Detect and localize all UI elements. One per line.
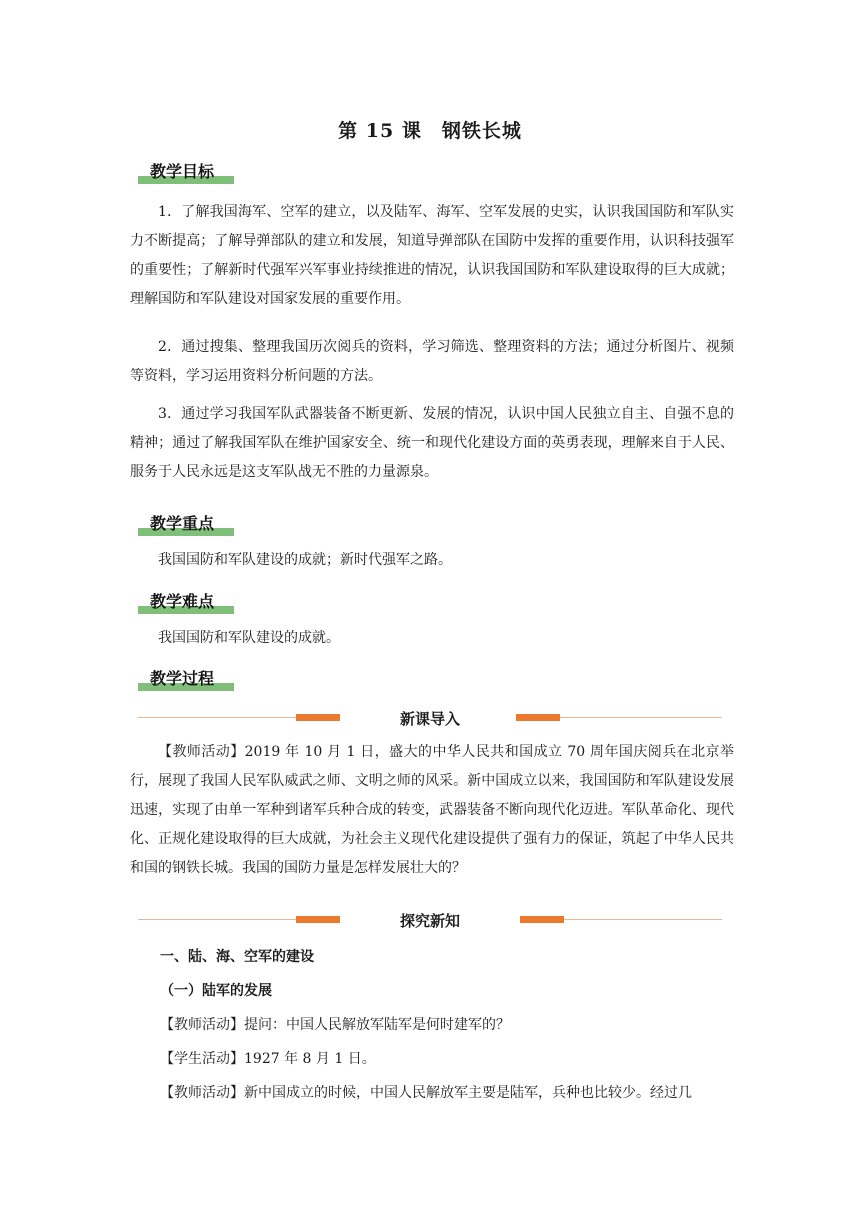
section-label: 教学目标 <box>150 162 215 181</box>
teacher-question: 【教师活动】提问：中国人民解放军陆军是何时建军的？ <box>160 1017 510 1033</box>
difficulties-text: 我国国防和军队建设的成就。 <box>158 630 340 646</box>
intro-paragraph: 【教师活动】2019 年 10 月 1 日，盛大的中华人民共和国成立 70 周年国庆阅兵在北京举行，展现了我国人民军队威武之师、文明之师的风采。新中国成立以来，我国国防和军队建设发展迅速，实现了由单一军种到诸军兵种合成的转变，武器装备不断向现代化迈进。军队革命化、现代化、正规化建设取得的巨大成就，为社会主义现代化建设提供了强有力的保证，筑起了中华人民共和国的钢铁长城。我国的国防力量是怎样发展壮大的？ <box>130 744 734 876</box>
divider-heading: 探究新知 <box>399 912 460 930</box>
section-heading-key-points <box>138 510 234 536</box>
section-heading-goals <box>138 158 234 184</box>
section-label: 教学重点 <box>150 514 215 533</box>
teacher-activity: 【教师活动】新中国成立的时候，中国人民解放军主要是陆军，兵种也比较少。经过几 <box>160 1085 692 1101</box>
divider-accent-right <box>516 714 560 721</box>
divider-line-right <box>560 717 722 718</box>
divider-heading: 新课导入 <box>399 710 460 728</box>
divider-explore <box>138 910 722 930</box>
section-heading-difficulties <box>138 588 234 614</box>
divider-intro <box>138 708 722 728</box>
section-label: 教学难点 <box>150 592 215 611</box>
goal-paragraph-2: 2．通过搜集、整理我国历次阅兵的资料，学习筛选、整理资料的方法；通过分析图片、视频等资料，学习运用资料分析问题的方法。 <box>130 339 734 384</box>
key-points-text: 我国国防和军队建设的成就；新时代强军之路。 <box>158 552 452 568</box>
student-answer: 【学生活动】1927 年 8 月 1 日。 <box>160 1051 376 1067</box>
divider-accent-right <box>520 916 564 923</box>
divider-line-right <box>564 919 722 920</box>
goal-paragraph-1: 1．了解我国海军、空军的建立，以及陆军、海军、空军发展的史实，认识我国国防和军队实力不断提高；了解导弹部队的建立和发展，知道导弹部队在国防中发挥的重要作用，认识科技强军的重要性；了解新时代强军兴军事业持续推进的情况，认识我国国防和军队建设取得的巨大成就；理解国防和军队建设对国家发展的重要作用。 <box>130 204 734 307</box>
subheading-level-2: （一）陆军的发展 <box>160 983 272 999</box>
subheading-level-1: 一、陆、海、空军的建设 <box>160 949 314 965</box>
goal-paragraph-3: 3．通过学习我国军队武器装备不断更新、发展的情况，认识中国人民独立自主、自强不息的精神；通过了解我国军队在维护国家安全、统一和现代化建设方面的英勇表现，理解来自于人民、服务于人民永远是这支军队战无不胜的力量源泉。 <box>130 406 734 480</box>
section-heading-process <box>138 665 234 691</box>
section-label: 教学过程 <box>150 669 215 688</box>
lesson-title: 第 15 课 钢铁长城 <box>338 120 522 142</box>
